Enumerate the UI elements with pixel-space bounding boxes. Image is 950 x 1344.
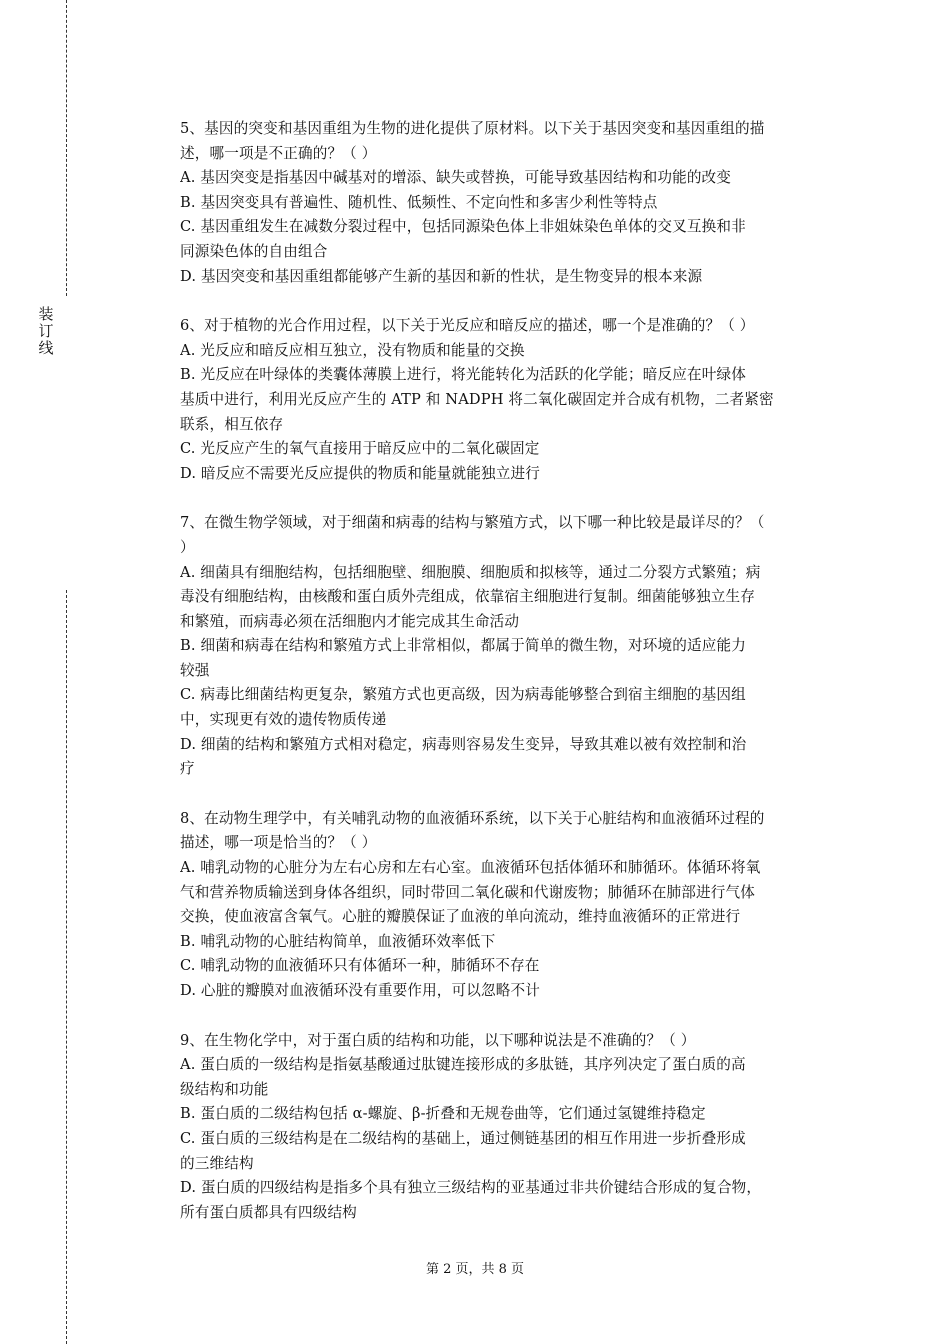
option-line: A. 光反应和暗反应相互独立，没有物质和能量的交换 [180, 341, 525, 359]
option-line: 所有蛋白质都具有四级结构 [180, 1203, 357, 1221]
option-line: C. 哺乳动物的血液循环只有体循环一种，肺循环不存在 [180, 957, 540, 975]
option-B [180, 930, 842, 955]
option-line: A. 基因突变是指基因中碱基对的增添、缺失或替换，可能导致基因结构和功能的改变 [180, 169, 732, 187]
option-line: C. 光反应产生的氧气直接用于暗反应中的二氧化碳固定 [180, 440, 540, 458]
option-line: 同源染色体的自由组合 [180, 242, 328, 260]
option-D [180, 1176, 842, 1225]
option-line: 联系，相互依存 [180, 415, 284, 433]
option-line: 中，实现更有效的遗传物质传递 [180, 711, 387, 729]
option-B [180, 1102, 842, 1127]
option-line: B. 细菌和病毒在结构和繁殖方式上非常相似，都属于简单的微生物，对环境的适应能力 [180, 637, 746, 655]
option-A [180, 339, 842, 364]
option-line: D. 暗反应不需要光反应提供的物质和能量就能独立进行 [180, 464, 541, 482]
option-line: 基质中进行，利用光反应产生的 ATP 和 NADPH 将二氧化碳固定并合成有机物，二者紧密 [180, 390, 774, 408]
option-line: C. 基因重组发生在减数分裂过程中，包括同源染色体上非姐妹染色单体的交叉互换和非 [180, 218, 746, 236]
question-5 [180, 117, 842, 289]
question-stem-line: 述，哪一项是不正确的？（ ） [180, 144, 377, 162]
option-line: D. 蛋白质的四级结构是指多个具有独立三级结构的亚基通过非共价键结合形成的复合物， [180, 1179, 762, 1197]
option-line: 级结构和功能 [180, 1080, 269, 1098]
option-D [180, 265, 842, 290]
question-7 [180, 511, 842, 782]
option-line: A. 蛋白质的一级结构是指氨基酸通过肽键连接形成的多肽链，其序列决定了蛋白质的高 [180, 1056, 746, 1074]
option-B [180, 363, 842, 437]
option-line: B. 基因突变具有普遍性、随机性、低频性、不定向性和多害少利性等特点 [180, 193, 658, 211]
option-C [180, 1127, 842, 1176]
question-stem-line: 8、在动物生理学中，有关哺乳动物的血液循环系统，以下关于心脏结构和血液循环过程的 [180, 809, 765, 827]
option-B [180, 634, 842, 683]
option-A [180, 561, 842, 635]
page-footer: 第 2 页，共 8 页 [425, 1262, 525, 1277]
option-line: B. 蛋白质的二级结构包括 α-螺旋、β-折叠和无规卷曲等，它们通过氢键维持稳定 [180, 1105, 706, 1123]
option-line: B. 哺乳动物的心脏结构简单，血液循环效率低下 [180, 932, 496, 950]
question-stem-line: 5、基因的突变和基因重组为生物的进化提供了原材料。以下关于基因突变和基因重组的描 [180, 120, 765, 137]
option-D [180, 462, 842, 487]
option-A [180, 1053, 842, 1102]
option-line: 毒没有细胞结构，由核酸和蛋白质外壳组成，依靠宿主细胞进行复制。细菌能够独立生存 [180, 588, 756, 606]
option-C [180, 215, 842, 264]
option-line: B. 光反应在叶绿体的类囊体薄膜上进行，将光能转化为活跃的化学能；暗反应在叶绿体 [180, 366, 746, 384]
option-line: 气和营养物质输送到身体各组织，同时带回二氧化碳和代谢废物；肺循环在肺部进行气体 [180, 883, 756, 901]
option-line: A. 细菌具有细胞结构，包括细胞壁、细胞膜、细胞质和拟核等，通过二分裂方式繁殖；病 [180, 563, 761, 581]
option-B [180, 191, 842, 216]
binding-line-bottom [66, 590, 67, 1344]
option-line: D. 细菌的结构和繁殖方式相对稳定，病毒则容易发生变异，导致其难以被有效控制和治 [180, 735, 747, 753]
option-C [180, 437, 842, 462]
binding-label [36, 306, 56, 357]
question-stem-line: 描述，哪一项是恰当的？（ ） [180, 834, 377, 852]
option-C [180, 954, 842, 979]
option-line: 疗 [180, 760, 195, 778]
question-stem-line: 9、在生物化学中，对于蛋白质的结构和功能，以下哪种说法是不准确的？（ ） [180, 1031, 696, 1049]
option-line: 交换，使血液富含氧气。心脏的瓣膜保证了血液的单向流动，维持血液循环的正常进行 [180, 908, 741, 926]
binding-char: 线 [38, 339, 54, 357]
question-stem-line: 6、对于植物的光合作用过程，以下关于光反应和暗反应的描述，哪一个是准确的？（ ） [180, 317, 755, 335]
option-line: C. 蛋白质的三级结构是在二级结构的基础上，通过侧链基团的相互作用进一步折叠形成 [180, 1129, 746, 1147]
option-D [180, 979, 842, 1004]
option-C [180, 683, 842, 732]
question-stem-line: ） [180, 538, 195, 556]
option-line: C. 病毒比细菌结构更复杂，繁殖方式也更高级，因为病毒能够整合到宿主细胞的基因组 [180, 686, 746, 704]
option-A [180, 166, 842, 191]
option-line: 的三维结构 [180, 1154, 254, 1172]
binding-char: 订 [38, 322, 54, 340]
option-line: 和繁殖，而病毒必须在活细胞内才能完成其生命活动 [180, 612, 520, 630]
question-stem-line: 7、在微生物学领域，对于细菌和病毒的结构与繁殖方式，以下哪一种比较是最详尽的？（ [180, 514, 765, 532]
option-A [180, 856, 842, 930]
question-9 [180, 1029, 842, 1226]
question-list [180, 117, 842, 1250]
question-6 [180, 314, 842, 486]
binding-char: 装 [38, 305, 54, 323]
binding-line-top [66, 0, 67, 296]
option-line: D. 基因突变和基因重组都能够产生新的基因和新的性状，是生物变异的根本来源 [180, 267, 703, 285]
option-line: 较强 [180, 661, 210, 679]
question-8 [180, 807, 842, 1004]
option-line: D. 心脏的瓣膜对血液循环没有重要作用，可以忽略不计 [180, 982, 541, 999]
option-line: A. 哺乳动物的心脏分为左右心房和左右心室。血液循环包括体循环和肺循环。体循环将氧 [180, 859, 761, 877]
option-D [180, 733, 842, 782]
